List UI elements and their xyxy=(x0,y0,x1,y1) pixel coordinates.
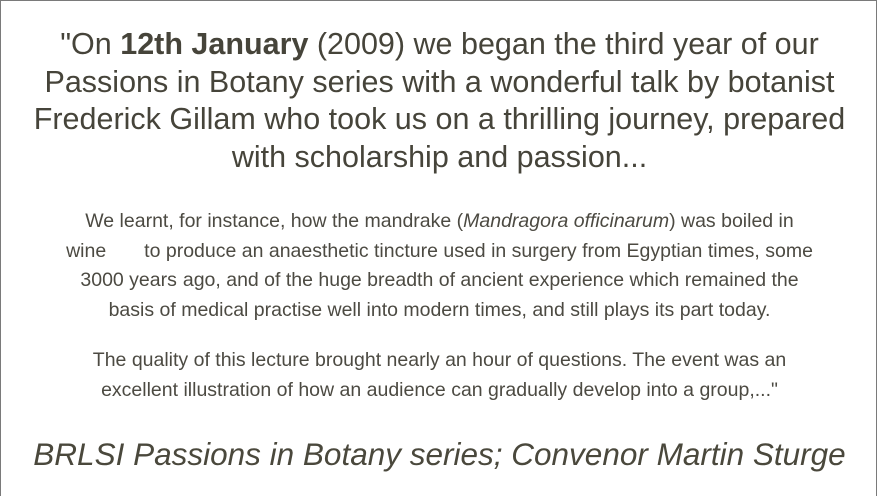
questions-paragraph xyxy=(1,346,878,405)
para1-line3-start: 3000 years xyxy=(80,269,177,291)
quote-line2: Passions in Botany series with a wonderful talk by botanist xyxy=(44,64,835,99)
quote-headline xyxy=(1,26,878,176)
quote-line1-rest: (2009) we began the third year of our xyxy=(308,27,819,61)
para1-line2-rest: to produce an anaesthetic tincture used in surgery from Egyptian times, some xyxy=(144,239,813,262)
para1-line3-rest: ago, and of the huge breadth of ancient experience which remained the xyxy=(182,269,799,291)
lecture-paragraph xyxy=(1,207,878,325)
quote-line4: with scholarship and passion... xyxy=(231,139,648,174)
quote-open-text: "On xyxy=(60,27,121,61)
para1-line1-start: We learnt, for instance, how the mandrake ( xyxy=(85,210,464,232)
para2-line2: excellent illustration of how an audience can gradually develop into a group,..." xyxy=(101,378,778,401)
species-name: Mandragora officinarum xyxy=(463,210,670,232)
para1-line2-word: wine xyxy=(66,239,107,262)
attribution-text: BRLSI Passions in Botany series; Convenor Martin Sturge xyxy=(33,436,846,472)
quote-date: 12th January xyxy=(120,27,309,61)
para2-line1: The quality of this lecture brought nearly an hour of questions. The event was an xyxy=(92,349,787,371)
quote-line3: Frederick Gillam who took us on a thrilling journey, prepared xyxy=(33,102,846,136)
para1-line4: basis of medical practise well into modern times, and still plays its part today. xyxy=(108,298,771,321)
para1-line1-end: ) was boiled in xyxy=(669,210,794,232)
